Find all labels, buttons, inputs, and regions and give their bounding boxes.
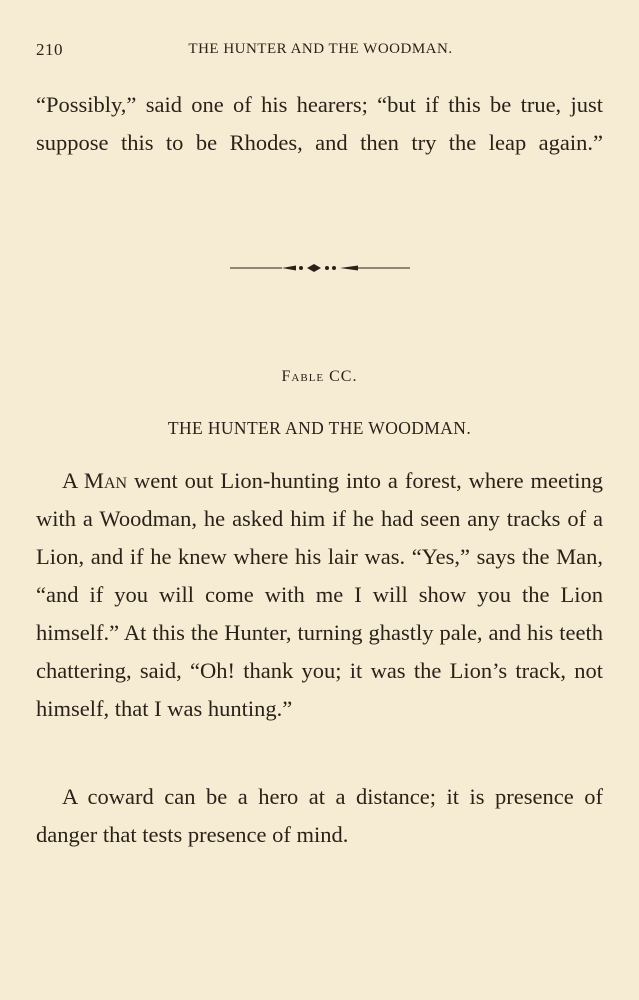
fable-lead-words: A Man	[62, 468, 128, 493]
fable-moral: A coward can be a hero at a distance; it is presence of danger that tests presence of mind.	[36, 784, 603, 847]
fable-body	[36, 462, 603, 728]
fable-number: Fable CC.	[281, 368, 358, 385]
page-header	[36, 40, 605, 64]
fable-title: THE HUNTER AND THE WOODMAN.	[167, 418, 472, 438]
opening-paragraph: “Possibly,” said one of his hearers; “but if this be true, just suppose this to be Rhodes, and then try the leap again.”	[36, 92, 603, 155]
section-divider-ornament	[230, 260, 410, 276]
fable-body-text: went out Lion-hunting into a forest, where meeting with a Woodman, he asked him if he had seen any tracks of a Lion, and if he knew where his lair was. “Yes,” says the Man, “and if you will come with me I will show you the Lion himself.” At this the Hunter, turning ghastly pale, and his teeth chattering, said, “Oh! thank you; it was the Lion’s track, not himself, that I was hunting.”	[36, 468, 604, 721]
page-number: 210	[36, 40, 63, 59]
running-title: THE HUNTER AND THE WOODMAN.	[188, 41, 453, 57]
